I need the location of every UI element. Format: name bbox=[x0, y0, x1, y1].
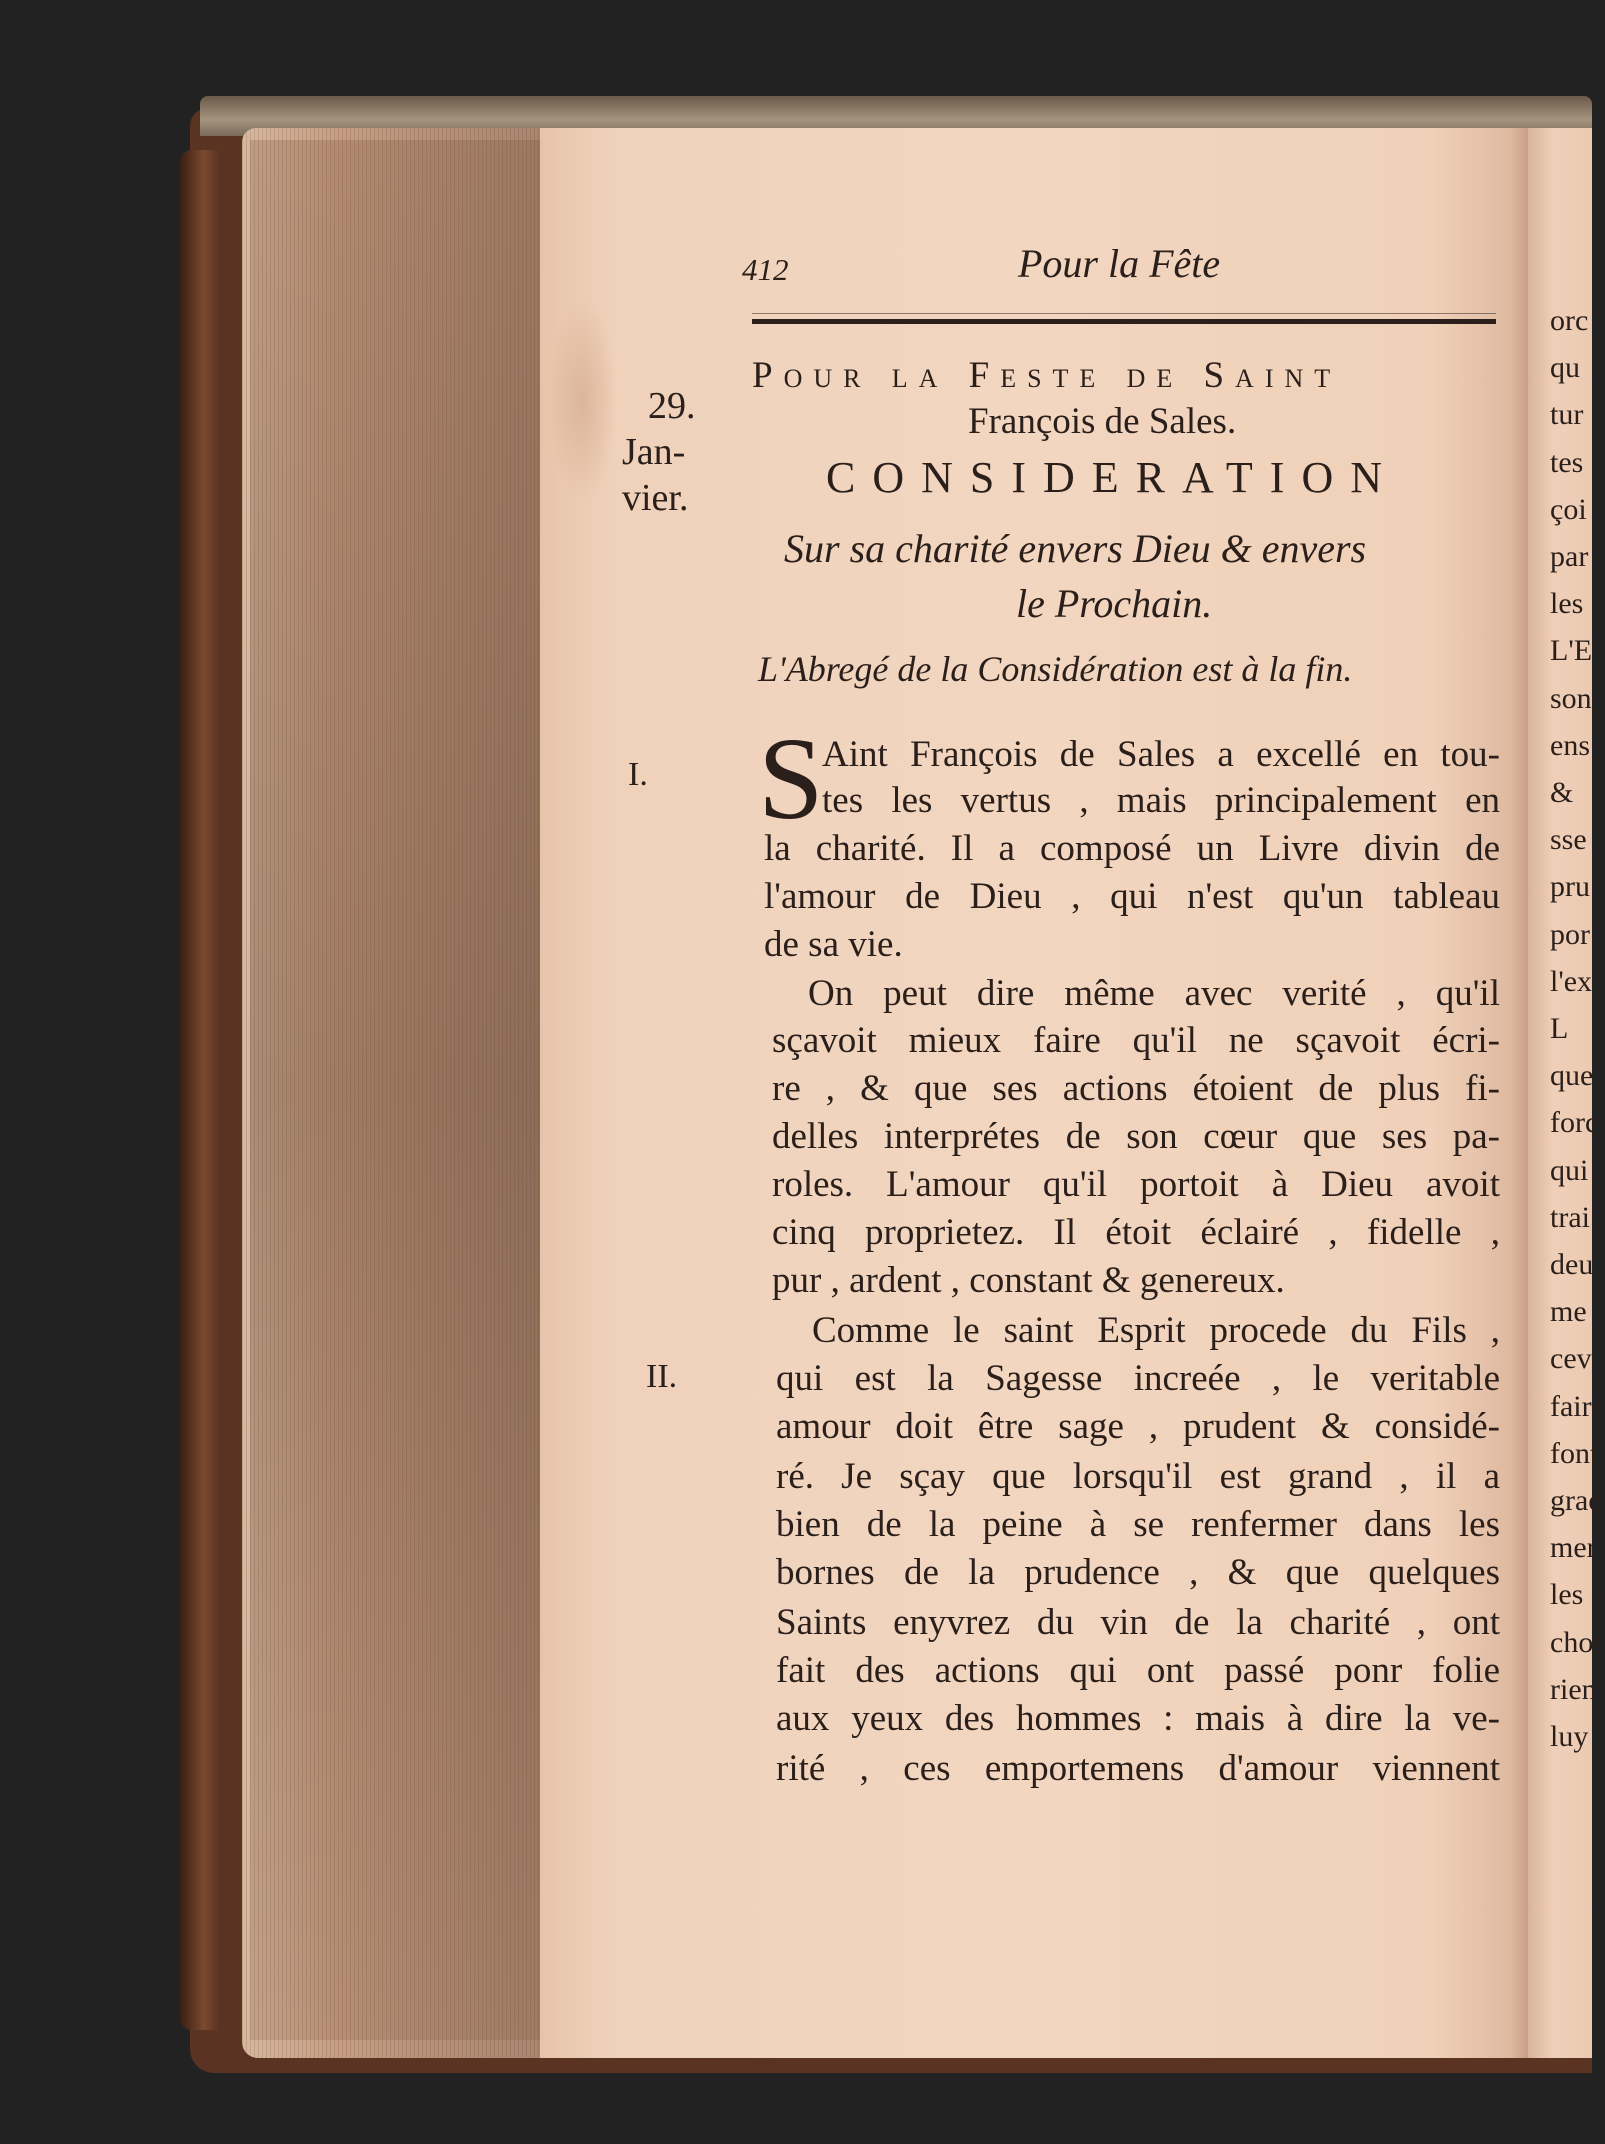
drop-cap: S bbox=[758, 713, 824, 844]
right-page-line-fragment: trai bbox=[1550, 1200, 1590, 1234]
body-line: qui est la Sagesse increée , le veritable bbox=[776, 1358, 1500, 1399]
header-rule-thin bbox=[752, 313, 1496, 314]
body-line: pur , ardent , constant & genereux. bbox=[772, 1260, 1285, 1301]
running-head: Pour la Fête bbox=[1018, 241, 1221, 286]
margin-point-number: II. bbox=[646, 1358, 678, 1395]
right-page-line-fragment: chos bbox=[1550, 1625, 1605, 1659]
feast-title: Pour la Feste de Saint bbox=[752, 355, 1342, 396]
body-line: rité , ces emportemens d'amour viennent bbox=[776, 1748, 1500, 1789]
right-page-line-fragment: tur bbox=[1550, 398, 1584, 432]
right-page-line-fragment: orc bbox=[1550, 304, 1589, 337]
right-page-line-fragment: l'ex bbox=[1550, 964, 1593, 998]
margin-date-day: 29. bbox=[648, 385, 696, 427]
right-page-line-fragment: sse bbox=[1550, 823, 1587, 857]
right-page-line-fragment: les bbox=[1550, 587, 1584, 621]
margin-date-month-line1: Jan- bbox=[622, 431, 686, 473]
right-page-line-fragment: & bbox=[1550, 776, 1574, 809]
body-line: tes les vertus , mais principalement en bbox=[822, 780, 1500, 821]
body-line: ré. Je sçay que lorsqu'il est grand , il a bbox=[776, 1456, 1500, 1497]
right-page-line-fragment: qui bbox=[1550, 1153, 1589, 1187]
right-page-line-fragment: forc bbox=[1550, 1106, 1599, 1140]
body-line: amour doit être sage , prudent & considé- bbox=[776, 1406, 1500, 1447]
body-line: Saints enyvrez du vin de la charité , ont bbox=[776, 1602, 1500, 1643]
right-page-line-fragment: çoi bbox=[1550, 492, 1587, 526]
body-line: aux yeux des hommes : mais à dire la ve- bbox=[776, 1698, 1500, 1739]
right-page-line-fragment: pru bbox=[1550, 870, 1590, 904]
right-page-line-fragment: grac bbox=[1550, 1484, 1602, 1517]
body-line: roles. L'amour qu'il portoit à Dieu avoit bbox=[772, 1164, 1500, 1205]
right-page-line-fragment: par bbox=[1550, 540, 1589, 573]
body-line: re , & que ses actions étoient de plus fi- bbox=[772, 1068, 1500, 1109]
page-block-shading bbox=[250, 140, 540, 2040]
book-spine-edge bbox=[180, 150, 220, 2030]
right-page-line-fragment: por bbox=[1550, 917, 1590, 951]
right-page-line-fragment: rien bbox=[1550, 1672, 1597, 1706]
right-page-line-fragment: cev bbox=[1550, 1342, 1592, 1376]
margin-date-month-line2: vier. bbox=[622, 477, 689, 519]
right-page-line-fragment: L bbox=[1550, 1012, 1569, 1045]
subject-line: le Prochain. bbox=[1016, 581, 1213, 626]
right-page-line-fragment: qu bbox=[1550, 351, 1580, 385]
body-line: On peut dire même avec verité , qu'il bbox=[808, 973, 1500, 1014]
right-page-line-fragment: me bbox=[1550, 1295, 1587, 1329]
body-line: sçavoit mieux faire qu'il ne sçavoit écri- bbox=[772, 1020, 1500, 1061]
body-line: cinq proprietez. Il étoit éclairé , fidelle , bbox=[772, 1212, 1500, 1253]
right-page-line-fragment: que bbox=[1550, 1059, 1594, 1093]
right-page-line-fragment: faire bbox=[1550, 1389, 1605, 1423]
margin-point-number: I. bbox=[628, 756, 648, 793]
body-line: Aint François de Sales a excellé en tou- bbox=[822, 734, 1500, 775]
body-line: Comme le saint Esprit procede du Fils , bbox=[812, 1310, 1500, 1351]
abstract-note: L'Abregé de la Considération est à la fin. bbox=[758, 649, 1353, 689]
body-line: delles interprétes de son cœur que ses pa- bbox=[772, 1116, 1500, 1157]
right-page-line-fragment: deu bbox=[1550, 1248, 1594, 1281]
right-page-line-fragment: les a bbox=[1550, 1578, 1605, 1612]
body-line: la charité. Il a composé un Livre divin de bbox=[764, 828, 1500, 869]
body-line: bornes de la prudence , & que quelques bbox=[776, 1552, 1500, 1593]
page-number: 412 bbox=[742, 252, 789, 287]
right-page-line-fragment: mer bbox=[1550, 1531, 1597, 1565]
header-rule bbox=[752, 319, 1496, 324]
subject-line: Sur sa charité envers Dieu & envers bbox=[784, 526, 1367, 571]
body-line: fait des actions qui ont passé ponr folie bbox=[776, 1650, 1500, 1691]
body-line: bien de la peine à se renfermer dans les bbox=[776, 1504, 1500, 1545]
right-page-line-fragment: L'E bbox=[1550, 634, 1593, 668]
right-page-line-fragment: luy bbox=[1550, 1720, 1589, 1753]
section-title: CONSIDERATION bbox=[826, 453, 1399, 502]
right-page-line-fragment: ens bbox=[1550, 728, 1590, 762]
page-stain bbox=[548, 300, 618, 500]
body-line: l'amour de Dieu , qui n'est qu'un tableau bbox=[764, 876, 1500, 917]
right-page-line-fragment: tes bbox=[1550, 445, 1584, 479]
right-page-line-fragment: son bbox=[1550, 681, 1592, 715]
body-line: de sa vie. bbox=[764, 924, 903, 965]
feast-subtitle: François de Sales. bbox=[968, 401, 1237, 442]
right-page-line-fragment: font bbox=[1550, 1436, 1599, 1470]
